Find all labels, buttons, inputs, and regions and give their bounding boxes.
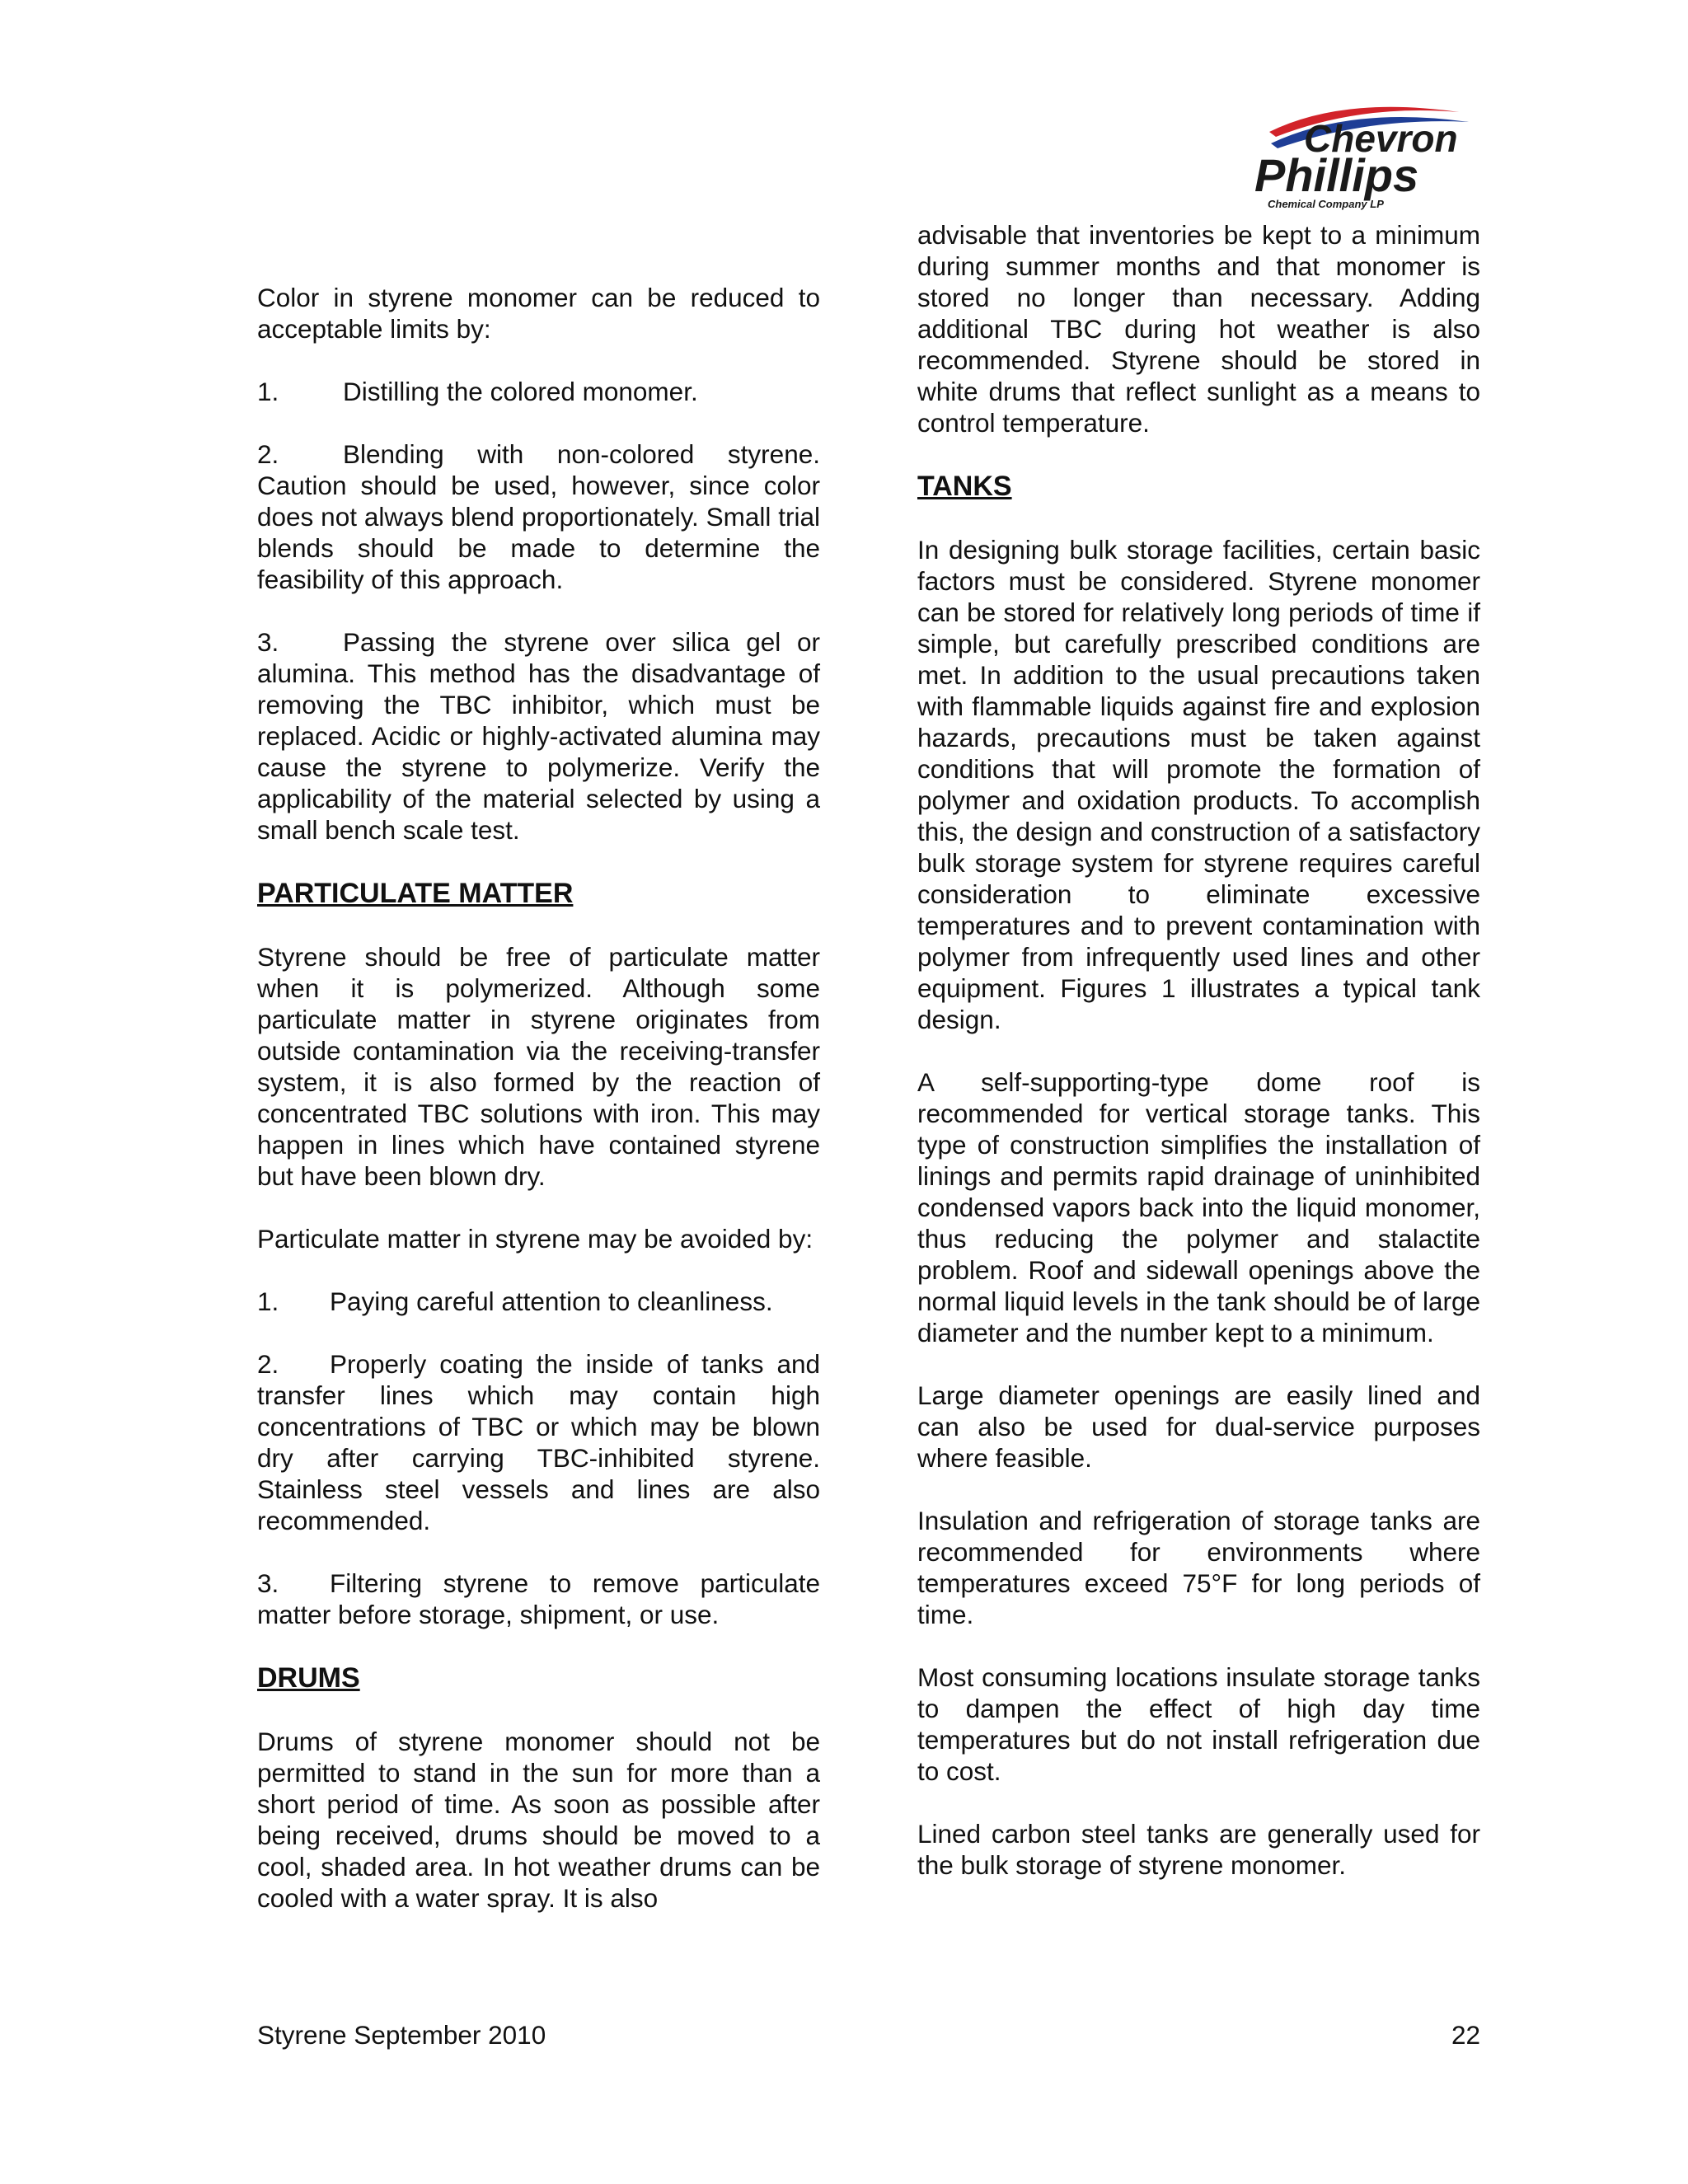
heading-tanks: TANKS — [917, 471, 1012, 502]
color-reduction-intro: Color in styrene monomer can be reduced to acceptable limits by: — [257, 283, 820, 344]
particulate-avoid-intro: Particulate matter in styrene may be avoided by: — [257, 1224, 814, 1254]
chevron-phillips-logo — [1253, 97, 1484, 213]
page-number: 22 — [1451, 2020, 1480, 2050]
drums-paragraph: Drums of styrene monomer should not be permitted to stand in the sun for more than a short period of time. As soon as possible after being received, drums should be moved to a cool, shaded area. In hot weather drums can be cooled with a water spray. It is also — [257, 1727, 820, 1913]
right-column — [917, 219, 1480, 1881]
openings-paragraph: Large diameter openings are easily lined and can also be used for dual-service purposes where feasible. — [917, 1380, 1480, 1473]
drums-continued-paragraph: advisable that inventories be kept to a minimum during summer months and that monomer is stored no longer than necessary. Adding additional TBC during hot weather is also recommended. Styrene should be stored in white drums that reflect sunlight as a means to control temperature. — [917, 220, 1480, 438]
color-item-3: 3. Passing the styrene over silica gel or alumina. This method has the disadvantage of removing the TBC inhibitor, which must be replaced. Acidic or highly-activated alumina may cause the styrene to polymerize. Verify the applicability of the material selected by using a small bench scale test. — [257, 627, 820, 845]
left-column — [257, 282, 820, 1914]
logo-word-phillips: Phillips — [1254, 149, 1419, 201]
lined-tanks-paragraph: Lined carbon steel tanks are generally used for the bulk storage of styrene monomer. — [917, 1819, 1480, 1880]
color-item-1: 1. Distilling the colored monomer. — [257, 377, 698, 406]
dome-roof-paragraph: A self-supporting-type dome roof is recommended for vertical storage tanks. This type of construction simplifies the installation of linings and permits rapid drainage of uninhibited condensed vapors back into the liquid monomer, thus reducing the polymer and stalactite problem. Roof and sidewall openings above the normal liquid levels in the tank should be of large diameter and the number kept to a minimum. — [917, 1067, 1480, 1347]
logo-word-chevron: Chevron — [1304, 117, 1458, 160]
heading-drums: DRUMS — [257, 1662, 360, 1694]
particulate-paragraph: Styrene should be free of particulate matter when it is polymerized. Although some particulate matter in styrene originates from outside contamination via the receiving-transfer system, it is also formed by the reaction of concentrated TBC solutions with iron. This may happen in lines which have contained styrene but have been blown dry. — [257, 942, 820, 1191]
particulate-item-3: 3. Filtering styrene to remove particulate matter before storage, shipment, or use. — [257, 1568, 820, 1629]
heading-particulate-matter: PARTICULATE MATTER — [257, 878, 574, 909]
insulation-paragraph: Insulation and refrigeration of storage tanks are recommended for environments where temperatures exceed 75°F for long periods of time. — [917, 1506, 1480, 1629]
footer-document-title: Styrene September 2010 — [257, 2020, 546, 2050]
logo-subtitle: Chemical Company LP — [1268, 198, 1384, 210]
consuming-locations-paragraph: Most consuming locations insulate storage tanks to dampen the effect of high day time temperatures but do not install refrigeration due to cost. — [917, 1662, 1480, 1786]
color-item-2: 2. Blending with non-colored styrene. Caution should be used, however, since color does not always blend proportionately. Small trial blends should be made to determine the feasibility of this approach. — [257, 439, 820, 594]
particulate-item-2: 2. Properly coating the inside of tanks and transfer lines which may contain high concentrations of TBC or which may be blown dry after carrying TBC-inhibited styrene. Stainless steel vessels and lines are also recommended. — [257, 1349, 820, 1535]
particulate-item-1: 1. Paying careful attention to cleanliness. — [257, 1286, 773, 1316]
tanks-design-paragraph: In designing bulk storage facilities, certain basic factors must be considered. Styrene monomer can be stored for relatively long periods of time if simple, but carefully prescribed conditions are met. In addition to the usual precautions taken with flammable liquids against fire and explosion hazards, precautions must be taken against conditions that will promote the formation of polymer and oxidation products. To accomplish this, the design and construction of a satisfactory bulk storage system for styrene requires careful consideration to eliminate excessive temperatures and to prevent contamination with polymer from infrequently used lines and other equipment. Figures 1 illustrates a typical tank design. — [917, 535, 1480, 1034]
